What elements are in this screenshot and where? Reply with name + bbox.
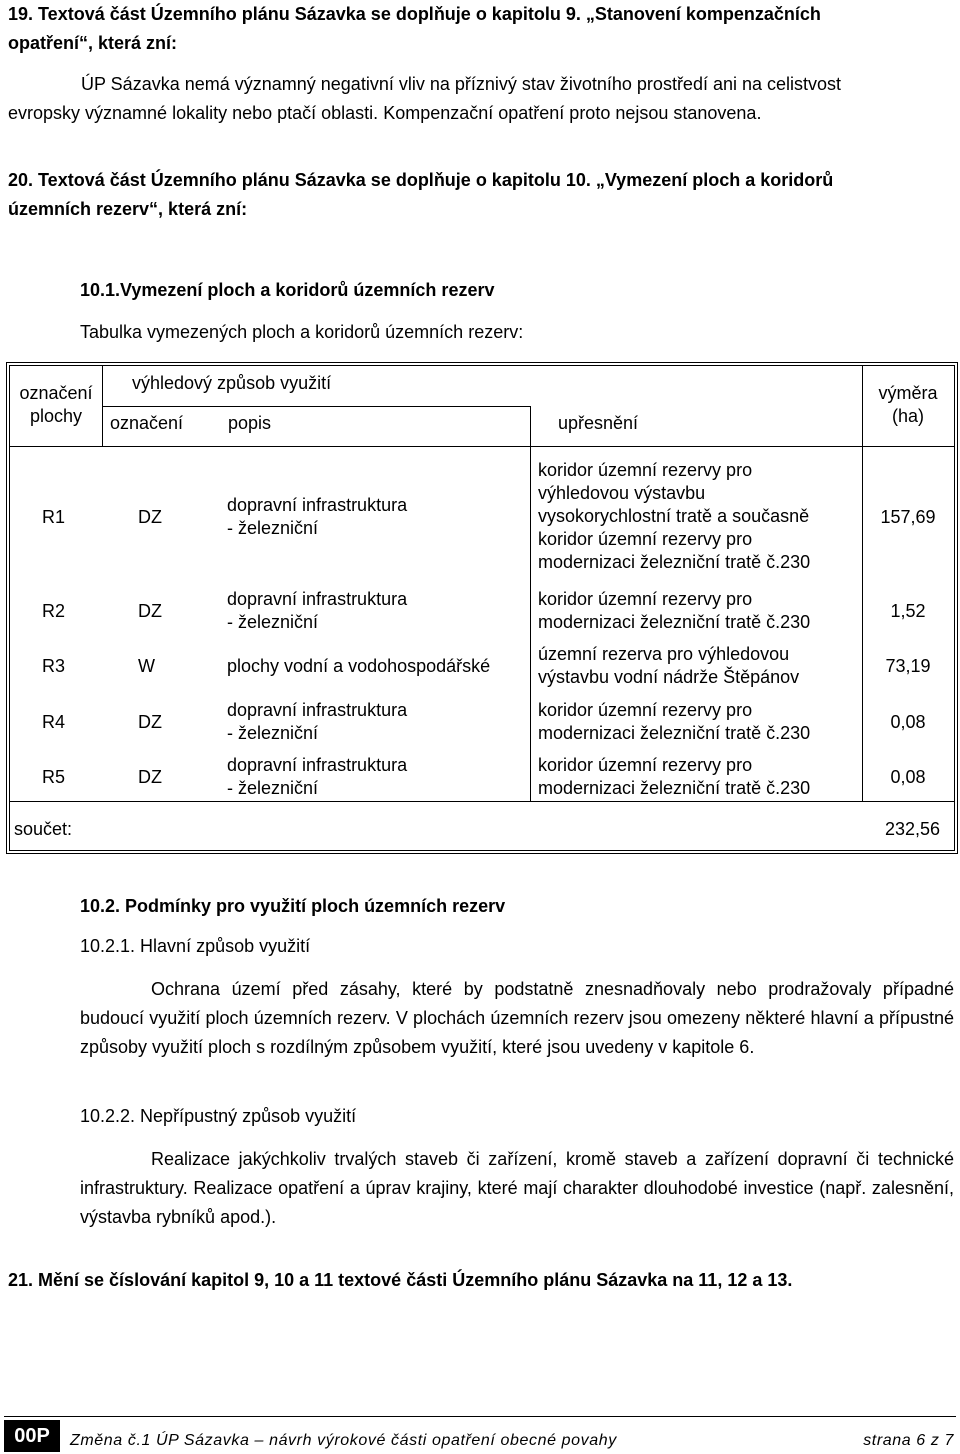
section-20-heading-line2: územních rezerv“, která zní:	[8, 199, 248, 219]
row-r1-upresneni-l1: koridor územní rezervy pro	[538, 460, 753, 480]
row-r4-id: R4	[42, 712, 66, 732]
row-r2-vymera: 1,52	[890, 601, 926, 621]
row-r3-id: R3	[42, 656, 66, 676]
section-20-heading-line1: 20. Textová část Územního plánu Sázavka se doplňuje o kapitolu 10. „Vymezení ploch a koridorů	[8, 170, 834, 190]
footer-logo: 00P	[4, 1420, 60, 1452]
row-r3-vymera: 73,19	[885, 656, 931, 676]
section-21-heading: 21. Mění se číslování kapitol 9, 10 a 11 textové části Územního plánu Sázavka na 11, 12 a 13.	[8, 1270, 793, 1290]
header-vyhledovy: výhledový způsob využití	[132, 373, 332, 393]
section-19-heading	[8, 0, 958, 58]
row-r4-popis	[227, 699, 407, 745]
row-r1-upresneni-l2: výhledovou výstavbu	[538, 483, 706, 503]
row-r1-popis	[227, 494, 407, 540]
reserve-table-inner	[9, 365, 955, 851]
header-popis: popis	[228, 413, 272, 433]
row-r5-popis-l2: - železniční	[227, 778, 319, 798]
section-20-heading	[8, 166, 958, 224]
row-r5-id: R5	[42, 767, 66, 787]
header-oznaceni: označení	[110, 413, 184, 433]
row-r1-upresneni-l4: koridor územní rezervy pro	[538, 529, 753, 549]
reserve-table	[6, 362, 958, 854]
row-r5-upresneni-l2: modernizaci železniční tratě č.230	[538, 778, 811, 798]
subheading-10-2-2: 10.2.2. Nepřípustný způsob využití	[80, 1106, 357, 1126]
row-r1-upresneni-l5: modernizaci železniční tratě č.230	[538, 552, 811, 572]
header-vymera-l2: (ha)	[891, 406, 924, 426]
row-r5-upresneni	[538, 754, 810, 800]
sum-label: součet:	[14, 819, 73, 839]
footer-page-number: strana 6 z 7	[863, 1432, 954, 1449]
row-r2-popis-l1: dopravní infrastruktura	[227, 589, 408, 609]
paragraph-10-2-1: Ochrana území před zásahy, které by podstatně znesnadňovaly nebo prodražovaly případné budoucí využití ploch územních rezerv. V plochách územních rezerv jsou omezeny některé hlavní a přípustné způsoby využití ploch s rozdílným způsobem využití, které jsou uvedeny v kapitole 6.	[80, 979, 954, 1057]
row-r4-code: DZ	[138, 712, 162, 732]
header-oznaceni-plochy-l1: označení	[19, 383, 93, 403]
row-r2-id: R2	[42, 601, 66, 621]
row-r2-popis-l2: - železniční	[227, 612, 319, 632]
vymera-column-divider	[862, 446, 863, 801]
row-r3-upresneni	[538, 643, 799, 689]
row-r3-upresneni-l2: výstavbu vodní nádrže Štěpánov	[538, 667, 800, 687]
row-r4-popis-l1: dopravní infrastruktura	[227, 700, 408, 720]
footer-rule	[4, 1416, 956, 1417]
row-r5-popis	[227, 754, 407, 800]
row-r5-vymera: 0,08	[890, 767, 926, 787]
upresneni-column-divider	[530, 446, 531, 801]
row-r2-upresneni	[538, 588, 810, 634]
table-caption: Tabulka vymezených ploch a koridorů územních rezerv:	[80, 322, 524, 342]
row-r4-upresneni-l2: modernizaci železniční tratě č.230	[538, 723, 811, 743]
section-19-para-line1: ÚP Sázavka nemá významný negativní vliv na příznivý stav životního prostředí ani na celistvost	[81, 74, 842, 94]
row-r1-popis-l1: dopravní infrastruktura	[227, 495, 408, 515]
section-19-heading-line2: opatření“, která zní:	[8, 33, 178, 53]
row-r2-upresneni-l1: koridor územní rezervy pro	[538, 589, 753, 609]
section-19-paragraph	[8, 70, 958, 128]
header-upresneni: upřesnění	[558, 413, 639, 433]
header-oznaceni-plochy	[10, 382, 102, 428]
header-vymera	[862, 382, 954, 428]
row-r1-upresneni	[538, 459, 810, 574]
row-r1-vymera: 157,69	[880, 507, 936, 527]
header-vymera-l1: výměra	[878, 383, 938, 403]
row-r5-code: DZ	[138, 767, 162, 787]
subheading-10-2-1: 10.2.1. Hlavní způsob využití	[80, 936, 311, 956]
row-r4-vymera: 0,08	[890, 712, 926, 732]
row-r4-upresneni	[538, 699, 810, 745]
row-r2-upresneni-l2: modernizaci železniční tratě č.230	[538, 612, 811, 632]
row-r5-upresneni-l1: koridor územní rezervy pro	[538, 755, 753, 775]
sum-value: 232,56	[884, 819, 940, 839]
row-r3-upresneni-l1: územní rezerva pro výhledovou	[538, 644, 790, 664]
footer-title: Změna č.1 ÚP Sázavka – návrh výrokové části opatření obecné povahy	[70, 1432, 617, 1449]
row-r4-upresneni-l1: koridor územní rezervy pro	[538, 700, 753, 720]
row-r3-popis: plochy vodní a vodohospodářské	[227, 656, 491, 676]
header-oznaceni-plochy-l2: plochy	[29, 406, 83, 426]
row-r2-code: DZ	[138, 601, 162, 621]
row-r1-id: R1	[42, 507, 66, 527]
row-r4-popis-l2: - železniční	[227, 723, 319, 743]
row-r1-upresneni-l3: vysokorychlostní tratě a současně	[538, 506, 810, 526]
section-19-heading-line1: 19. Textová část Územního plánu Sázavka se doplňuje o kapitolu 9. „Stanovení kompenzačních	[8, 4, 821, 24]
row-r3-code: W	[138, 656, 155, 676]
subheading-10-1: 10.1.Vymezení ploch a koridorů územních rezerv	[80, 280, 495, 300]
sum-row-separator	[10, 801, 954, 802]
section-19-para-line2: evropsky významné lokality nebo ptačí oblasti. Kompenzační opatření proto nejsou stanovena.	[8, 103, 762, 123]
header-upresneni-divider	[530, 406, 531, 446]
row-r1-code: DZ	[138, 507, 162, 527]
row-r5-popis-l1: dopravní infrastruktura	[227, 755, 408, 775]
paragraph-10-2-2: Realizace jakýchkoliv trvalých staveb či zařízení, kromě staveb a zařízení dopravní či technické infrastruktury. Realizace opatření a úprav krajiny, které mají charakter dlouhodobé investice (např. zalesnění, výstavba rybníků apod.).	[80, 1149, 954, 1227]
subheading-10-2: 10.2. Podmínky pro využití ploch územních rezerv	[80, 896, 506, 916]
header-subrow-line	[102, 406, 530, 407]
row-r2-popis	[227, 588, 407, 634]
row-r1-popis-l2: - železniční	[227, 518, 319, 538]
